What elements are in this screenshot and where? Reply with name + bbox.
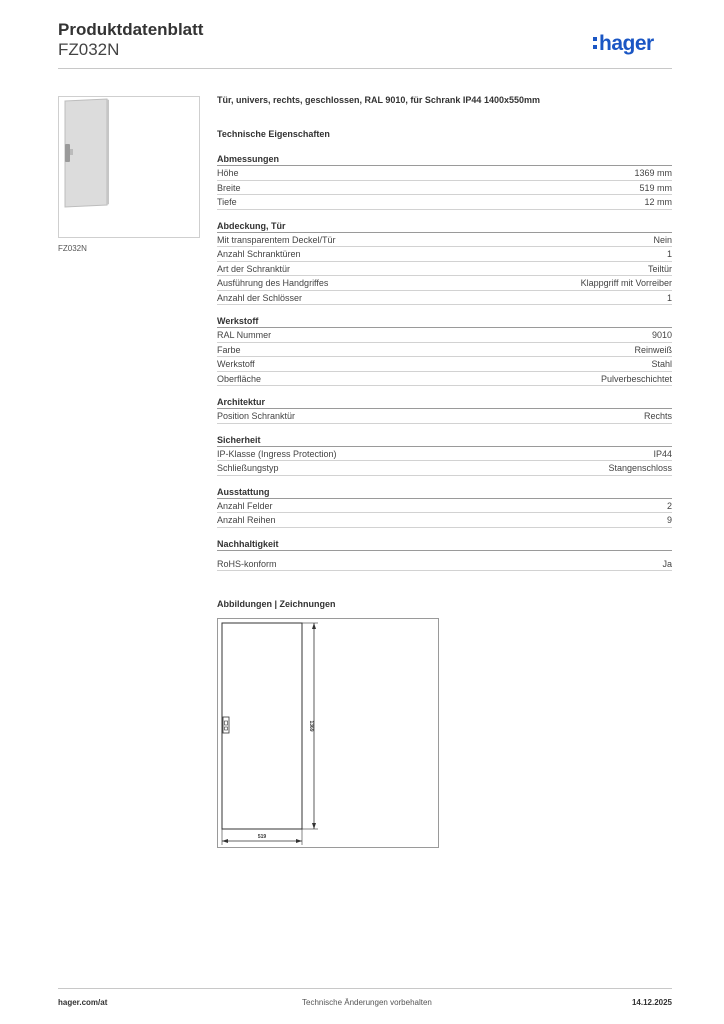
spec-group-werkstoff <box>217 315 672 386</box>
spec-value: 2 <box>666 500 672 511</box>
spec-value: Rechts <box>643 411 672 421</box>
group-title: Abmessungen <box>217 153 672 166</box>
group-title: Sicherheit <box>217 434 672 447</box>
spec-group-nachhaltigkeit <box>217 538 672 572</box>
product-description: Tür, univers, rechts, geschlossen, RAL 9010, für Schrank IP44 1400x550mm <box>217 95 540 105</box>
spec-label: RAL Nummer <box>217 330 272 340</box>
footer-divider <box>58 988 672 989</box>
spec-label: Position Schranktür <box>217 411 296 421</box>
product-thumbnail <box>58 96 200 238</box>
spec-value: 1369 mm <box>634 168 672 178</box>
header-divider <box>58 68 672 69</box>
spec-row <box>217 247 672 262</box>
spec-label: Höhe <box>217 168 239 178</box>
spec-group-abmessungen <box>217 153 672 210</box>
spec-row <box>217 328 672 343</box>
thumbnail-caption: FZ032N <box>58 244 87 253</box>
hager-logo <box>593 28 673 58</box>
spec-label: Anzahl Schranktüren <box>217 249 301 259</box>
spec-value: 519 mm <box>639 182 672 193</box>
spec-label: Ausführung des Handgriffes <box>217 278 329 288</box>
spec-value: 9 <box>666 515 672 525</box>
spec-value: Stangenschloss <box>608 463 672 473</box>
footer-date: 14.12.2025 <box>631 998 672 1007</box>
dimension-width: 519 <box>257 834 267 840</box>
spec-value: Klappgriff mit Vorreiber <box>580 278 672 288</box>
group-title: Nachhaltigkeit <box>217 538 672 551</box>
group-title: Abdeckung, Tür <box>217 220 672 233</box>
footer-note: Technische Änderungen vorbehalten <box>302 998 432 1007</box>
group-title: Werkstoff <box>217 315 672 328</box>
spec-group-abdeckung <box>217 220 672 306</box>
spec-group-sicherheit <box>217 434 672 476</box>
spec-content <box>217 93 672 571</box>
spec-value: 12 mm <box>644 197 672 207</box>
spec-row <box>217 276 672 291</box>
spec-row <box>217 447 672 462</box>
spec-row <box>217 195 672 210</box>
spec-row <box>217 357 672 372</box>
spec-group-architektur <box>217 396 672 424</box>
product-sku: FZ032N <box>58 40 120 59</box>
spec-label: Schließungstyp <box>217 463 279 473</box>
spec-row <box>217 343 672 358</box>
logo-text: hager <box>599 32 654 55</box>
group-title: Architektur <box>217 396 672 409</box>
spec-label: Anzahl Reihen <box>217 515 276 525</box>
spec-label: IP-Klasse (Ingress Protection) <box>217 448 337 459</box>
spec-label: Oberfläche <box>217 373 262 384</box>
spec-value: 1 <box>666 292 672 303</box>
spec-value: IP44 <box>653 448 672 459</box>
spec-label: Tiefe <box>217 197 237 207</box>
spec-value: Ja <box>662 558 672 569</box>
drawings-title: Abbildungen | Zeichnungen <box>217 599 336 609</box>
spec-value: Stahl <box>651 359 672 369</box>
spec-row <box>217 409 672 424</box>
spec-label: Breite <box>217 182 241 193</box>
spec-value: Nein <box>653 234 672 245</box>
section-title: Technische Eigenschaften <box>217 129 330 139</box>
spec-label: Art der Schranktür <box>217 263 291 274</box>
spec-row <box>217 557 672 572</box>
spec-row <box>217 372 672 387</box>
spec-row <box>217 291 672 306</box>
spec-row <box>217 461 672 476</box>
spec-label: RoHS-konform <box>217 558 277 569</box>
spec-row <box>217 499 672 514</box>
spec-label: Werkstoff <box>217 359 255 369</box>
spec-label: Farbe <box>217 344 241 355</box>
spec-value: Pulverbeschichtet <box>600 373 672 384</box>
dimension-height: 1369 <box>308 720 314 732</box>
group-title: Ausstattung <box>217 486 672 499</box>
spec-value: 9010 <box>651 330 672 340</box>
spec-row <box>217 233 672 248</box>
spec-label: Anzahl der Schlösser <box>217 292 303 303</box>
spec-row <box>217 513 672 528</box>
spec-label: Anzahl Felder <box>217 500 273 511</box>
spec-row <box>217 181 672 196</box>
footer-website-link[interactable]: hager.com/at <box>58 998 108 1007</box>
spec-row <box>217 166 672 181</box>
spec-label: Mit transparentem Deckel/Tür <box>217 234 336 245</box>
page-title: Produktdatenblatt <box>58 20 204 39</box>
spec-group-ausstattung <box>217 486 672 528</box>
spec-row <box>217 262 672 277</box>
technical-drawing <box>217 618 439 848</box>
spec-value: Reinweiß <box>634 344 672 355</box>
spec-value: 1 <box>666 249 672 259</box>
spec-value: Teiltür <box>647 263 672 274</box>
